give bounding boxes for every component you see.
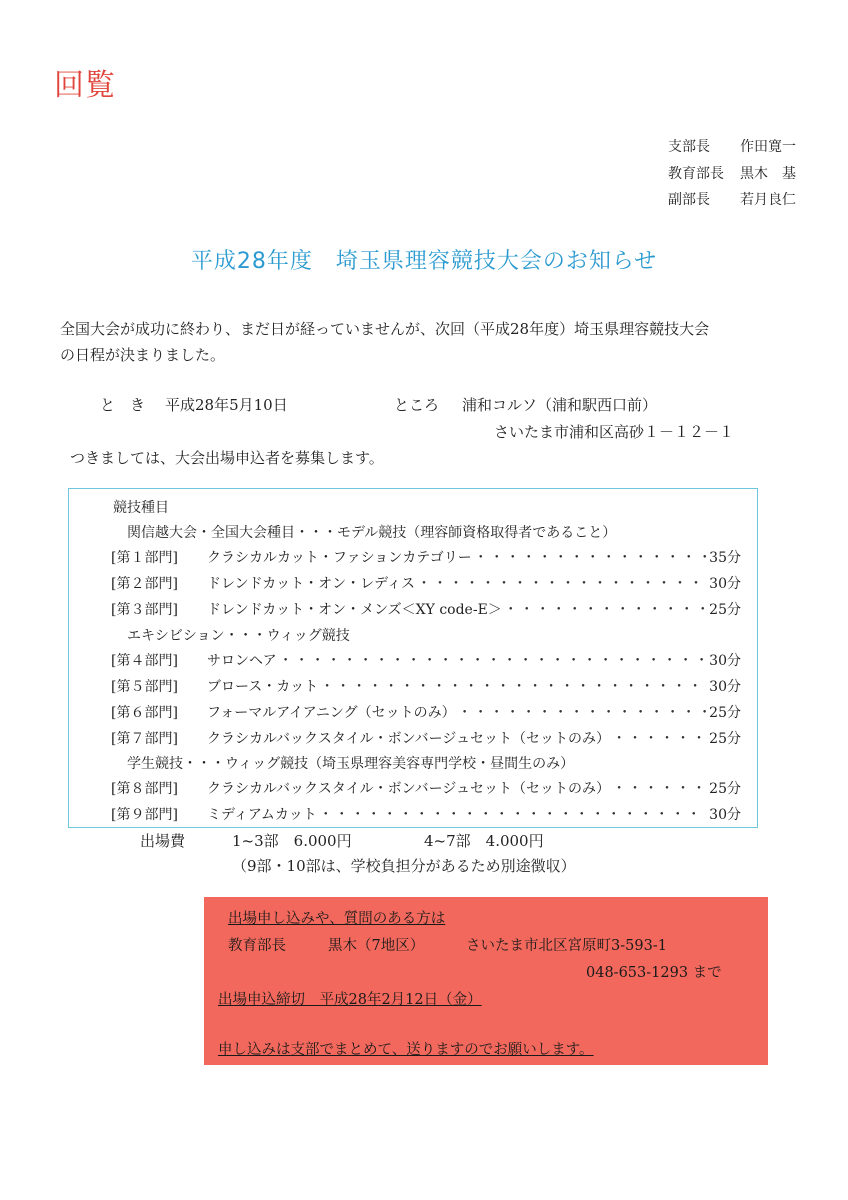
staff-name: 若月良仁 — [740, 192, 796, 208]
intro-line-1: 全国大会が成功に終わり、まだ日が経っていませんが、次回（平成28年度）埼玉県理容競技大会 — [60, 320, 710, 338]
staff-row — [668, 136, 796, 156]
event-name: クラシカルバックスタイル・ボンバージュセット（セットのみ） — [207, 781, 611, 797]
staff-name: 黒木 基 — [740, 166, 796, 182]
venue-value: 浦和コルソ（浦和駅西口前） — [462, 396, 658, 414]
event-row — [111, 573, 741, 593]
fee-tier-1: 1~3部 6.000円 — [232, 832, 352, 850]
events-box — [68, 488, 758, 828]
event-row — [111, 599, 741, 619]
contact-box — [204, 897, 768, 1065]
contact-phone: 048-653-1293 まで — [586, 965, 722, 981]
event-row — [111, 778, 741, 798]
fee-tier-2: 4~7部 4.000円 — [424, 832, 544, 850]
event-name: クラシカルバックスタイル・ボンバージュセット（セットのみ） — [207, 731, 611, 747]
staff-row — [668, 189, 796, 209]
submit-note: 申し込みは支部でまとめて、送りますのでお願いします。 — [218, 1042, 594, 1058]
fee-note: （9部・10部は、学校負担分があるため別途徴収） — [232, 857, 576, 875]
circulation-stamp: 回覧 — [54, 68, 116, 103]
event-time: 25分 — [709, 731, 741, 747]
fee-label: 出場費 — [140, 832, 186, 850]
event-time: 30分 — [709, 679, 741, 695]
event-row — [111, 650, 741, 670]
event-name: ドレンドカット・オン・レディス — [207, 576, 415, 592]
event-row — [111, 547, 741, 567]
staff-role: 副部長 — [668, 192, 710, 208]
venue-label: ところ — [394, 396, 440, 414]
event-time: 30分 — [709, 576, 741, 592]
events-heading: 競技種目 — [113, 500, 169, 516]
leader-dots — [319, 804, 707, 824]
event-time: 30分 — [709, 653, 741, 669]
event-dept: [第９部門] — [111, 807, 178, 823]
contact-name: 黒木（7地区） — [328, 938, 425, 954]
deadline: 出場申込締切 平成28年2月12日（金） — [218, 992, 482, 1008]
staff-name: 作田寛一 — [740, 139, 796, 155]
event-dept: [第６部門] — [111, 705, 178, 721]
event-name: ドレンドカット・オン・メンズ＜XY code-E＞ — [207, 602, 502, 618]
leader-dots — [504, 599, 707, 619]
contact-heading: 出場申し込みや、質問のある方は — [228, 911, 446, 927]
event-time: 25分 — [709, 781, 741, 797]
event-name: フォーマルアイアニング（セットのみ） — [207, 705, 456, 721]
event-row — [111, 728, 741, 748]
event-name: サロンヘア — [207, 653, 277, 669]
recruit-text: つきましては、大会出場申込者を募集します。 — [70, 449, 384, 467]
event-group-heading: 学生競技・・・ウィッグ競技（埼玉県理容美容専門学校・昼間生のみ） — [127, 756, 575, 772]
staff-role: 支部長 — [668, 139, 710, 155]
contact-role: 教育部長 — [228, 938, 286, 954]
venue-address: さいたま市浦和区高砂１－１２－１ — [494, 423, 735, 441]
event-name: ミディアムカット — [207, 807, 317, 823]
event-dept: [第５部門] — [111, 679, 178, 695]
event-dept: [第１部門] — [111, 550, 178, 566]
event-dept: [第４部門] — [111, 653, 178, 669]
event-row — [111, 676, 741, 696]
event-row — [111, 804, 741, 824]
date-value: 平成28年5月10日 — [165, 396, 288, 414]
event-time: 25分 — [709, 705, 741, 721]
leader-dots — [612, 778, 707, 798]
staff-row — [668, 163, 796, 183]
staff-role: 教育部長 — [668, 166, 724, 182]
event-dept: [第３部門] — [111, 602, 178, 618]
notice-title: 平成28年度 埼玉県理容競技大会のお知らせ — [190, 249, 658, 274]
event-time: 25分 — [709, 602, 741, 618]
leader-dots — [612, 728, 707, 748]
leader-dots — [320, 676, 707, 696]
event-dept: [第２部門] — [111, 576, 178, 592]
event-name: クラシカルカット・ファションカテゴリー — [207, 550, 472, 566]
event-row — [111, 702, 741, 722]
leader-dots — [458, 702, 708, 722]
leader-dots — [279, 650, 708, 670]
event-dept: [第８部門] — [111, 781, 178, 797]
event-group-heading: 関信越大会・全国大会種目・・・モデル競技（理容師資格取得者であること） — [127, 525, 617, 541]
event-dept: [第７部門] — [111, 731, 178, 747]
event-time: 30分 — [709, 807, 741, 823]
event-name: ブロース・カット — [207, 679, 319, 695]
event-group-heading: エキシビション・・・ウィッグ競技 — [127, 628, 350, 644]
leader-dots — [474, 547, 707, 567]
intro-line-2: の日程が決まりました。 — [60, 346, 226, 364]
date-label: と き — [100, 396, 146, 414]
leader-dots — [417, 573, 707, 593]
event-time: 35分 — [709, 550, 741, 566]
contact-address: さいたま市北区宮原町3-593-1 — [466, 938, 667, 954]
